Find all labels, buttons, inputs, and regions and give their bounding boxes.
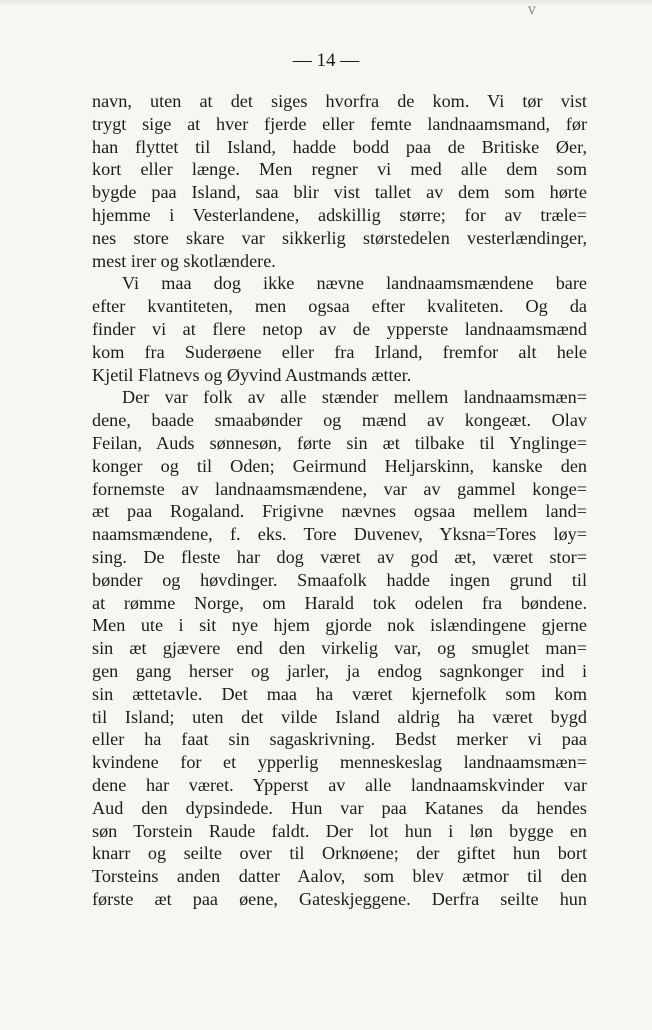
text-line: første æt paa øene, Gateskjeggene. Derfra seilte hun	[92, 888, 587, 909]
text-line: naamsmændene, f. eks. Tore Duvenev, Yksna=Tores løy=	[92, 524, 587, 545]
text-line: Men ute i sit nye hjem gjorde nok islændingene gjerne	[92, 615, 587, 636]
corner-mark: v	[528, 2, 536, 18]
text-line: søn Torstein Raude faldt. Der lot hun i løn bygge en	[92, 820, 587, 841]
text-line: Torsteins anden datter Aalov, som blev ætmor til den	[92, 866, 587, 887]
body-text	[92, 90, 587, 911]
paragraph	[92, 386, 587, 910]
text-line: kort eller længe. Men regner vi med alle dem som	[92, 159, 587, 180]
text-line: æt paa Rogaland. Frigivne nævnes ogsaa mellem land=	[92, 501, 587, 522]
text-line: dene, baade smaabønder og mænd av kongeæt. Olav	[92, 410, 587, 431]
text-line: kom fra Suderøene eller fra Irland, fremfor alt hele	[92, 341, 587, 362]
page-number: — 14 —	[292, 50, 360, 71]
page-top-edge	[0, 0, 652, 6]
text-line: eller ha faat sin sagaskrivning. Bedst merker vi paa	[92, 729, 587, 750]
text-line: til Island; uten det vilde Island aldrig ha været bygd	[92, 706, 587, 727]
text-line: navn, uten at det siges hvorfra de kom. Vi tør vist	[92, 91, 587, 111]
text-line: sin æt gjævere end den virkelig var, og smuglet man=	[92, 638, 587, 659]
text-line: hjemme i Vesterlandene, adskillig større; for av træle=	[92, 204, 587, 225]
text-line: bygde paa Island, saa blir vist tallet av dem som hørte	[92, 182, 587, 203]
text-line: fornemste av landnaamsmændene, var av gammel konge=	[92, 478, 587, 499]
text-line: mest irer og skotlændere.	[92, 250, 276, 271]
text-line: sin ættetavle. Det maa ha været kjernefolk som kom	[92, 683, 587, 704]
text-line: gen gang herser og jarler, ja endog sagnkonger ind i	[92, 660, 587, 681]
text-line: Aud den dypsindede. Hun var paa Katanes da hendes	[92, 797, 587, 818]
text-line: Vi maa dog ikke nævne landnaamsmændene bare	[122, 273, 587, 294]
text-line: Feilan, Auds sønnesøn, førte sin æt tilbake til Ynglinge=	[92, 432, 587, 453]
text-line: sing. De fleste har dog været av god æt, været stor=	[92, 546, 587, 567]
text-line: trygt sige at hver fjerde eller femte landnaamsmand, før	[92, 113, 587, 134]
text-line: bønder og høvdinger. Smaafolk hadde ingen grund til	[92, 569, 587, 590]
text-line: efter kvantiteten, men ogsaa efter kvaliteten. Og da	[92, 296, 587, 317]
text-line: kvindene for et ypperlig menneskeslag landnaamsmæn=	[92, 752, 587, 773]
text-line: dene har været. Ypperst av alle landnaamskvinder var	[92, 774, 587, 795]
text-line: Kjetil Flatnevs og Øyvind Austmands ætter.	[92, 364, 412, 385]
text-line: knarr og seilte over til Orknøene; der giftet hun bort	[92, 843, 587, 864]
paragraph	[92, 90, 587, 272]
text-line: at rømme Norge, om Harald tok odelen fra bøndene.	[92, 592, 587, 613]
text-line: Der var folk av alle stænder mellem landnaamsmæn=	[122, 387, 587, 408]
text-line: han flyttet til Island, hadde bodd paa de Britiske Øer,	[92, 136, 587, 157]
text-line: nes store skare var sikkerlig størstedelen vesterlændinger,	[92, 227, 587, 248]
paragraph	[92, 272, 587, 386]
text-line: konger og til Oden; Geirmund Heljarskinn, kanske den	[92, 455, 587, 476]
text-line: finder vi at flere netop av de ypperste landnaamsmænd	[92, 318, 587, 339]
